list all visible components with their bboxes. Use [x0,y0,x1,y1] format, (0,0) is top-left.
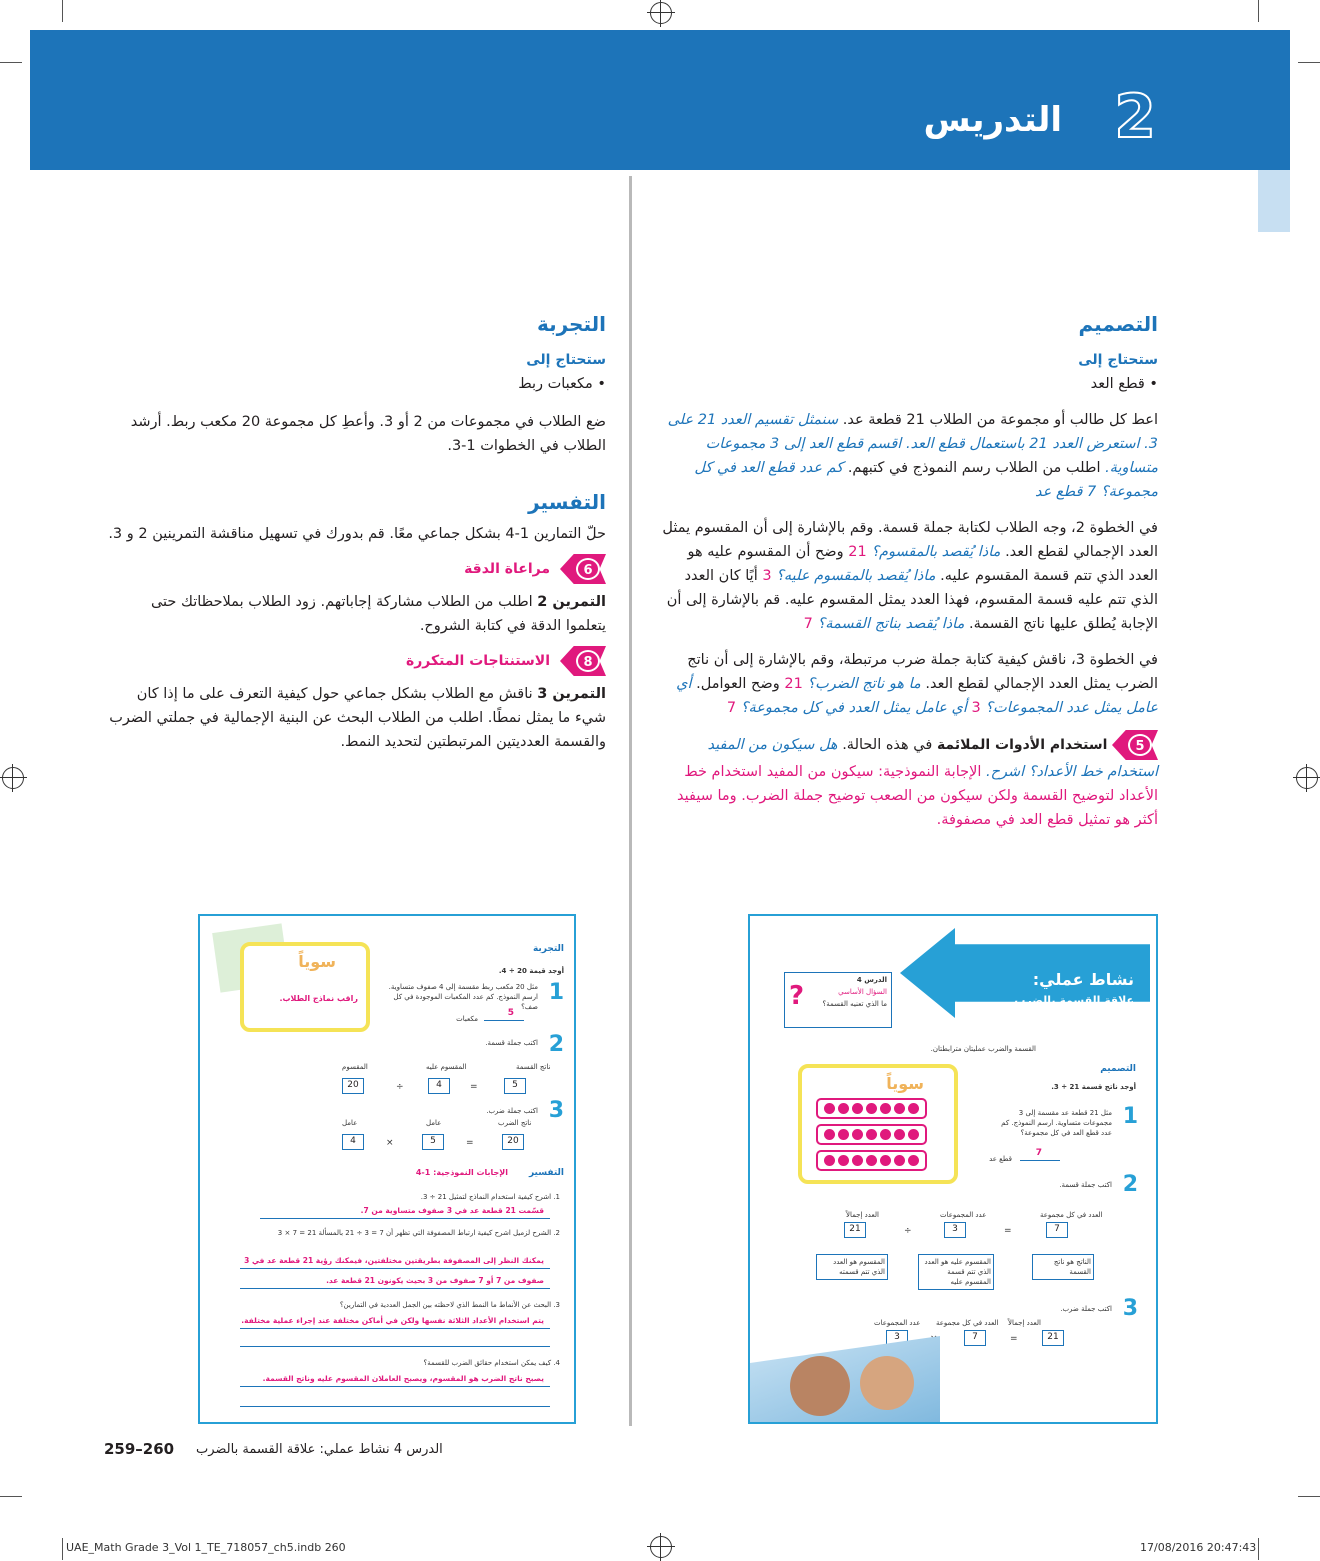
registration-mark-icon [1296,767,1318,789]
equals-sign: = [1004,1226,1012,1236]
counter-row [816,1098,927,1119]
needs-title: ستحتاج إلى [526,352,606,368]
crop-mark [1298,62,1320,63]
div-label: المقسوم [342,1063,368,1071]
mini-step1-answer: 7 [1035,1148,1042,1158]
step-3-number: 3 [548,1098,564,1123]
mul-label: عامل [426,1119,442,1127]
banner-title: نشاط عملي: [1032,970,1134,989]
question-mark-icon: ? [789,981,805,1011]
practice-arrow-icon: 8 [560,646,606,676]
mini-a2b: صفوف من 7 أو 7 صفوف من 3 بحيث يكونون 21 قطعة عد. [326,1276,544,1285]
needs-item: • قطع العد [1090,376,1158,392]
equals-sign: = [1010,1334,1018,1344]
div-label: العدد إجمالاً [846,1211,879,1219]
answer-line [484,1020,524,1021]
essential-q-text: ما الذي تعنيه القسمة؟ [822,1000,887,1008]
step-3-number: 3 [1122,1296,1138,1321]
crop-mark [1298,1496,1320,1497]
answer-line [240,1268,550,1269]
mini-intro: القسمة والضرب عمليتان مترابطتان. [930,1045,1036,1053]
explain-heading: التفسير [528,490,606,514]
paragraph-1: اعط كل طالب أو مجموعة من الطلاب 21 قطعة عد. سنمثل تقسيم العدد 21 على 3. استعرض العدد 21 باستعمال قطع العد. اقسم قطع العد إلى 3 مجموعات متساوية. اطلب من الطلاب رسم النموذج في كتبهم. كم عدد قطع العد في كل مجموعة؟ 7 قطع عد [667,412,1158,500]
mini-title: التجربة [532,944,564,954]
callout-divisor: المقسوم عليه هو العدد الذي تتم قسمة المقسوم عليه [918,1254,994,1290]
side-tab [1258,170,1290,232]
page-numbers: 259–260 [104,1440,175,1458]
design-heading: التصميم [1078,312,1158,336]
try-heading: التجربة [536,312,606,336]
mini-design-title: التصميم [1100,1064,1136,1074]
mini-step1-unit: قطع عد [989,1155,1012,1163]
student-page-thumbnail-right [748,914,1158,1424]
registration-mark-icon [650,2,672,24]
needs-title: ستحتاج إلى [1078,352,1158,368]
div-value: 5 [504,1078,526,1094]
practice-arrow-icon: 6 [560,554,606,584]
answer-line [240,1346,550,1347]
mul-label: عامل [342,1119,358,1127]
mini-q2: 2. الشرح لزميل اشرح كيفية ارتباط المصفوفة التي تظهر أن 7 = 3 ÷ 21 بالمسألة 21 = 7 × 3 [277,1229,560,1237]
explain-paragraph: حلّ التمارين 1-4 بشكل جماعي معًا. قم بدورك في تسهيل مناقشة التمرينين 2 و 3. [108,526,606,542]
paragraph-2: في الخطوة 2، وجه الطلاب لكتابة جملة قسمة. وقم بالإشارة إلى أن المقسوم يمثل العدد الإجمالي لقطع العد. ماذا يُقصد بالمقسوم؟ 21 وضح أن المقسوم عليه هو العدد الذي تتم قسمة المقسوم عليه. ماذا يُقصد بالمقسوم عليه؟ 3 أيًا كان العدد الذي تتم عليه قسمة المقسوم، فهذا العدد يمثل المقسوم عليه. قم بالإشارة إلى أن الإجابة يُطلق عليها ناتج القسمة. ماذا يُقصد بناتج القسمة؟ 7 [662,520,1158,632]
crop-mark [62,0,63,22]
step-2-number: 2 [548,1032,564,1057]
div-label: ناتج القسمة [516,1063,551,1071]
equals-sign: = [470,1082,478,1092]
lesson-card [784,972,892,1028]
sawti-logo: سوياً [886,1074,924,1093]
practice-tag-5: 5 استخدام الأدوات الملائمة في هذه الحالة. هل سيكون من المفيد استخدام خط الأعداد؟ اشرح. الإجابة النموذجية: سيكون من المفيد استخدام خط الأعداد لتوضيح القسمة ولكن سيكون من الصعب توضيح جملة الضرب. وما سيفيد أكثر هو تمثيل قطع العد في مصفوفة. [654,730,1158,832]
section-title: التدريس [923,100,1062,140]
step-2-number: 2 [1122,1172,1138,1197]
times-sign: × [386,1138,394,1148]
mini-a2a: يمكنك النظر إلى المصفوفة بطريقتين مختلفتين، فيمكنك رؤية 21 قطعة عد في 3 [244,1256,544,1265]
div-value: 21 [844,1222,866,1238]
sawti-logo: سوياً [298,952,336,971]
counter-row [816,1150,927,1171]
counter-row [816,1124,927,1145]
exercise-3-paragraph: التمرين 3 ناقش مع الطلاب بشكل جماعي حول كيفية التعرف على ما إذا كان شيء ما يمثل نمطًا. اطلب من الطلاب البحث عن البنية الإجمالية في جملتي الضرب والقسمة العدديتين المرتبطتين لتحديد النمط. [109,686,606,750]
step-1-number: 1 [548,980,564,1005]
registration-mark-icon [2,767,24,789]
mini-step-1: مثل 20 مكعب ربط مقسمة إلى 4 صفوف متساوية. ارسم النموذج. كم عدد المكعبات الموجودة في كل صف؟ [388,983,538,1011]
mini-prompt: أوجد ناتج قسمة 21 ÷ 3. [1051,1083,1136,1091]
answer-line [240,1328,550,1329]
answer-line [240,1288,550,1289]
exercise-2-paragraph: التمرين 2 اطلب من الطلاب مشاركة إجاباتهم. زود الطلاب بملاحظاتك حتى يتعلموا الدقة في كتابة الشروح. [150,594,606,634]
div-value: 4 [428,1078,450,1094]
divide-sign: ÷ [396,1082,404,1092]
div-label: العدد في كل مجموعة [1040,1211,1103,1219]
answer-line [240,1386,550,1387]
left-column [108,310,606,754]
banner-subtitle: علاقة القسمة بالضرب [1014,994,1134,1007]
mini-step1-answer: 5 [507,1008,514,1018]
needs-item: • مكعبات ربط [518,376,606,392]
crop-mark [1258,1538,1259,1560]
mul-value: 3 [886,1330,908,1346]
mul-value: 7 [964,1330,986,1346]
right-column [654,310,1158,832]
mul-value: 4 [342,1134,364,1150]
try-paragraph: ضع الطلاب في مجموعات من 2 أو 3. وأعطِ كل مجموعة 20 مكعب ربط. أرشد الطلاب في الخطوات 1-3. [130,414,606,454]
answer-line [1020,1160,1060,1161]
student-page-thumbnail-left [198,914,576,1424]
mini-a3: يتم استخدام الأعداد الثلاثة نفسها ولكن في أماكن مختلفة عند إجراء عملية مختلفة. [241,1316,544,1325]
mini-step-2: اكتب جملة قسمة. [1059,1181,1112,1189]
student-head-image [860,1356,914,1410]
mul-value: 20 [502,1134,524,1150]
mul-value: 21 [1042,1330,1064,1346]
equals-sign: = [466,1138,474,1148]
div-label: عدد المجموعات [940,1211,987,1219]
practice-tag-6: 6 مراعاة الدقة [108,554,606,584]
divide-sign: ÷ [904,1226,912,1236]
mini-q1: 1. اشرح كيفية استخدام النماذج لتمثيل 21 ÷ 3. [420,1193,560,1201]
lesson-label: الدرس 4 [856,976,887,984]
crop-mark [0,62,22,63]
footer-lesson-title: الدرس 4 نشاط عملي: علاقة القسمة بالضرب [196,1442,443,1457]
mini-a1: قسّمت 21 قطعة عد في 3 صفوف متساوية من 7. [360,1206,544,1215]
mini-q3: 3. البحث عن الأنماط ما النمط الذي لاحظته بين الجمل العددية في التمارين؟ [339,1301,560,1309]
paragraph-3: في الخطوة 3، ناقش كيفية كتابة جملة ضرب مرتبطة، وقم بالإشارة إلى أن ناتج الضرب يمثل العدد الإجمالي لقطع العد. ما هو ناتج الضرب؟ 21 وضح العوامل. أي عامل يمثل عدد المجموعات؟ 3 أي عامل يمثل العدد في كل مجموعة؟ 7 [676,652,1158,716]
mul-label: ناتج الضرب [498,1119,532,1127]
mini-step-3: اكتب جملة ضرب. [1060,1305,1112,1313]
mul-label: العدد إجمالاً [1008,1319,1041,1327]
answer-line [240,1406,550,1407]
mini-step-1: مثل 21 قطعة عد مقسمة إلى 3 مجموعات متساوية. ارسم النموذج. كم عدد قطع العد في كل مجموعة؟ [1001,1109,1112,1137]
mini-q4: 4. كيف يمكن استخدام حقائق الضرب للقسمة؟ [423,1359,560,1367]
column-divider [629,176,632,1426]
step-1-number: 1 [1122,1104,1138,1129]
student-head-image [790,1356,850,1416]
section-header [30,30,1290,170]
div-label: المقسوم عليه [426,1063,467,1071]
answer-line [260,1218,550,1219]
mul-value: 5 [422,1134,444,1150]
crop-mark [1258,0,1259,22]
mini-a4: يصبح ناتج الضرب هو المقسوم، ويصبح العاملان المقسوم عليه وناتج القسمة. [262,1374,544,1383]
footer-date: 17/08/2016 20:47:43 [1140,1541,1257,1554]
mini-step1-unit: مكعبات [456,1015,478,1023]
mini-step-2: اكتب جملة قسمة. [485,1039,538,1047]
registration-mark-icon [650,1536,672,1558]
practice-tag-8: 8 الاستنتاجات المتكررة [108,646,606,676]
div-value: 20 [342,1078,364,1094]
footer-file: UAE_Math Grade 3_Vol 1_TE_718057_ch5.indb 260 [66,1541,346,1554]
essential-q-label: السؤال الأساسي [838,988,887,996]
mul-label: العدد في كل مجموعة [936,1319,999,1327]
crop-mark [62,1538,63,1560]
callout-dividend: المقسوم هو العدد الذي تتم قسمته [816,1254,888,1280]
mini-explain-title: التفسير [528,1168,564,1178]
practice-arrow-icon: 5 [1112,730,1158,760]
callout-quotient: الناتج هو ناتج القسمة [1032,1254,1094,1280]
mini-model-answers: الإجابات النموذجية: 1-4 [415,1168,508,1177]
sawti-box [240,942,370,1032]
mul-label: عدد المجموعات [874,1319,921,1327]
mini-step-3: اكتب جملة ضرب. [486,1107,538,1115]
crop-mark [0,1496,22,1497]
div-value: 7 [1046,1222,1068,1238]
watch-note: راقب نماذج الطلاب. [279,994,358,1003]
section-number: 2 [1114,82,1156,152]
mini-prompt: أوجد قيمة 20 ÷ 4. [498,967,564,975]
div-value: 3 [944,1222,966,1238]
